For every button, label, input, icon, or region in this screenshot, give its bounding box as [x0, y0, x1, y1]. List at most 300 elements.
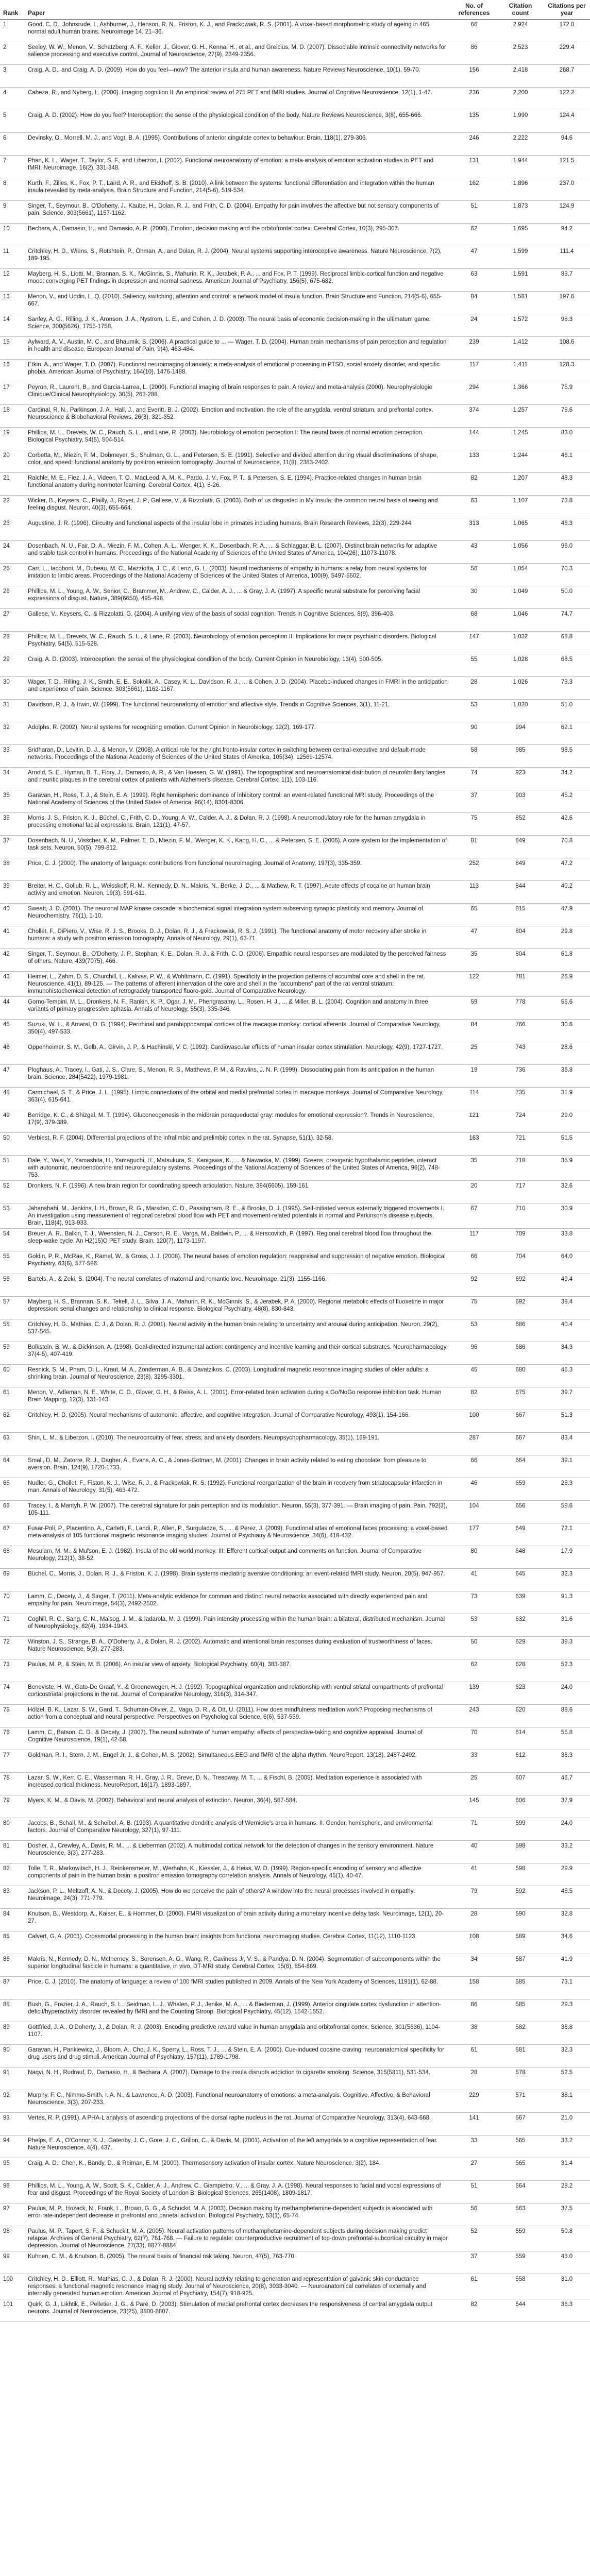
cell-per-year: 268.7: [544, 65, 590, 88]
cell-paper: Phillips, M. L., Young, A. W., Scott, S. K., Calder, A. J., Andrew, C., Giampietro, V., ... & Gray, J. A. (1998). Neural responses to facial and vocal expressions of fear and disgust. Proceedings of the Royal Society of London B: Biological Sciences, 265(1408), 1809-1817.: [25, 2181, 451, 2204]
table-row: [0, 926, 590, 949]
cell-refs: 56: [451, 2204, 497, 2226]
cell-per-year: 38.8: [544, 2022, 590, 2045]
cell-paper: Paulus, M. P., Tapert, S. F., & Schuckit, M. A. (2005). Neural activation patterns of methamphetamine-dependent subjects during decision making predict relapse. Archives of General Psychiatry, 62(7), 761-768. — Failure to regulate: counterproductive recruitment of top-down prefrontal-subcortical circuitry in major depression. Journal of Neuroscience, 27(33), 8877-8884.: [25, 2226, 451, 2251]
cell-per-year: 98.3: [544, 314, 590, 337]
cell-rank: 32: [0, 722, 25, 745]
cell-citations: 1,020: [497, 700, 544, 722]
cell-citations: 735: [497, 1088, 544, 1110]
cell-paper: Vertes, R. P. (1991). A PHA-L analysis of ascending projections of the dorsal raphe nucleus in the rat. Journal of Comparative Neurology, 313(4), 643-668.: [25, 2113, 451, 2136]
cell-rank: 17: [0, 382, 25, 405]
cell-paper: Fusar-Poli, P., Placentino, A., Carletti, F., Landi, P., Allen, P., Surguladze, S., ... & Perez, J. (2009). Functional atlas of emotional faces processing: a voxel-based meta-analysis of 105 functional magnetic resonance imaging studies. Journal of Psychiatry & Neuroscience, 34(6), 418-432.: [25, 1523, 451, 1546]
cell-refs: 252: [451, 858, 497, 881]
cell-per-year: 34.6: [544, 1931, 590, 1954]
cell-refs: 67: [451, 1204, 497, 1229]
cell-citations: 1,207: [497, 473, 544, 496]
table-row: [0, 1682, 590, 1705]
cell-paper: Phillips, M. L., Drevets, W. C., Rauch, S. L., & Lane, R. (2003). Neurobiology of emotion perception II: Implications for major psychiatric disorders. Biological Psychiatry, 54(5), 515-528.: [25, 632, 451, 654]
cell-per-year: 46.7: [544, 1773, 590, 1795]
table-row: [0, 1523, 590, 1546]
table-row: [0, 1387, 590, 1410]
cell-rank: 98: [0, 2226, 25, 2251]
table-row: [0, 1705, 590, 1727]
cell-per-year: 73.8: [544, 496, 590, 518]
header-paper: Paper: [25, 0, 451, 20]
cell-rank: 2: [0, 42, 25, 65]
cell-paper: Shin, L. M., & Liberzon, I. (2010). The neurocircuitry of fear, stress, and anxiety disorders. Neuropsychopharmacology, 35(1), 169-191.: [25, 1433, 451, 1455]
cell-paper: Jacobs, B., Schall, M., & Scheibel, A. B. (1993). A quantitative dendritic analysis of Wernicke's area in humans. II. Gender, hemispheric, and environmental factors. Journal of Comparative Neurology, 327(1), 97-111.: [25, 1818, 451, 1841]
table-row: [0, 2251, 590, 2274]
cell-paper: Singer, T., Seymour, B., O'Doherty, J., Kaube, H., Dolan, R. J., and Frith, C. D. (2004). Empathy for pain involves the affective but not sensory components of pain. Science, 303(5661), 1157-1162.: [25, 201, 451, 224]
table-row: [0, 1110, 590, 1133]
cell-refs: 133: [451, 450, 497, 473]
cell-paper: Lamm, C., Batson, C. D., & Decety, J. (2007). The neural substrate of human empathy: effects of perspective-taking and cognitive appraisal. Journal of Cognitive Neuroscience, 19(1), 42-58.: [25, 1727, 451, 1750]
cell-citations: 1,049: [497, 586, 544, 609]
cell-rank: 41: [0, 926, 25, 949]
cell-paper: Singer, T., Seymour, B., O'Doherty, J. P., Stephan, K. E., Dolan, R. J., & Frith, C. D. (2006). Empathic neural responses are modulated by the perceived fairness of others. Nature, 439(7075), 466.: [25, 949, 451, 972]
cell-paper: Goldin, P. R., McRae, K., Ramel, W., & Gross, J. J. (2008). The neural bases of emotion regulation: reappraisal and suppression of negative emotion. Biological Psychiatry, 63(6), 577-586.: [25, 1251, 451, 1274]
cell-paper: Wicker, B., Keysers, C., Plailly, J., Royet, J. P., Gallese, V., & Rizzolatti, G. (2003). Both of us disgusted in My Insula: the common neural basis of seeing and feeling disgust. Neuron, 40(3), 655-664.: [25, 496, 451, 518]
cell-citations: 587: [497, 1954, 544, 1977]
cell-refs: 30: [451, 586, 497, 609]
cell-rank: 84: [0, 1909, 25, 1931]
cell-per-year: 39.7: [544, 1387, 590, 1410]
cell-rank: 86: [0, 1954, 25, 1977]
table-row: [0, 2113, 590, 2136]
cell-citations: 614: [497, 1727, 544, 1750]
cell-citations: 1,046: [497, 609, 544, 632]
cell-per-year: 83.4: [544, 1433, 590, 1455]
table-row: [0, 881, 590, 904]
cell-rank: 8: [0, 178, 25, 201]
cell-paper: Paulus, M. P., Hozack, N., Frank, L., Brown, G. G., & Schuckit, M. A. (2003). Decision making by methamphetamine-dependent subjects is associated with error-rate-independent decrease in prefrontal and parietal activation. Biological Psychiatry, 53(1), 65-74.: [25, 2204, 451, 2226]
cell-refs: 61: [451, 2274, 497, 2299]
cell-citations: 571: [497, 2090, 544, 2113]
cell-paper: Naqvi, N. H., Rudrauf, D., Damasio, H., & Bechara, A. (2007). Damage to the insula disrupts addiction to cigarette smoking. Science, 315(5811), 531-534.: [25, 2067, 451, 2090]
cell-refs: 45: [451, 1365, 497, 1387]
cell-citations: 849: [497, 858, 544, 881]
table-row: [0, 518, 590, 541]
cell-refs: 43: [451, 541, 497, 564]
cell-rank: 60: [0, 1365, 25, 1387]
cell-citations: 2,523: [497, 42, 544, 65]
cell-rank: 22: [0, 496, 25, 518]
cell-refs: 104: [451, 1501, 497, 1523]
cell-per-year: 237.0: [544, 178, 590, 201]
cell-citations: 628: [497, 1659, 544, 1682]
cell-refs: 35: [451, 949, 497, 972]
cell-paper: Knutson, B., Westdorp, A., Kaiser, E., & Hommer, D. (2000). FMRI visualization of brain activity during a monetary incentive delay task. Neuroimage, 12(1), 20-27.: [25, 1909, 451, 1931]
cell-rank: 10: [0, 224, 25, 246]
cell-citations: 563: [497, 2204, 544, 2226]
cell-refs: 34: [451, 1954, 497, 1977]
cell-per-year: 32.8: [544, 1909, 590, 1931]
table-row: [0, 1886, 590, 1909]
cell-citations: 686: [497, 1319, 544, 1342]
table-row: [0, 405, 590, 428]
cell-per-year: 111.4: [544, 246, 590, 269]
cell-citations: 1,873: [497, 201, 544, 224]
cell-paper: Myers, K. M., & Davis, M. (2002). Behavioral and neural analysis of extinction. Neuron, 36(4), 567-584.: [25, 1795, 451, 1818]
cell-paper: Winston, J. S., Strange, B. A., O'Doherty, J., & Dolan, R. J. (2002). Automatic and intentional brain responses during evaluation of trustworthiness of faces. Nature Neuroscience, 5(3), 277-283.: [25, 1637, 451, 1659]
cell-refs: 58: [451, 745, 497, 768]
cell-refs: 108: [451, 1931, 497, 1954]
cell-citations: 559: [497, 2251, 544, 2274]
cell-paper: Phillips, M. L., Young, A. W., Senior, C., Brammer, M., Andrew, C., Calder, A. J., ... & Gray, J. A. (1997). A specific neural substrate for perceiving facial expressions of disgust. Nature, 389(6650), 495-498.: [25, 586, 451, 609]
header-refs: No. of references: [451, 0, 497, 20]
cell-rank: 59: [0, 1342, 25, 1365]
cell-paper: Quirk, G. J., Likhtik, E., Pelletier, J. G., & Paré, D. (2003). Stimulation of medial prefrontal cortex decreases the responsiveness of central amygdala output neurons. Journal of Neuroscience, 23(25), 8800-8807.: [25, 2299, 451, 2322]
cell-rank: 43: [0, 972, 25, 997]
cell-citations: 585: [497, 1999, 544, 2022]
cell-per-year: 31.0: [544, 2274, 590, 2299]
cell-per-year: 38.1: [544, 2090, 590, 2113]
cell-refs: 62: [451, 1659, 497, 1682]
cell-refs: 117: [451, 360, 497, 382]
cell-paper: Büchel, C., Morris, J., Dolan, R. J., & Friston, K. J. (1998). Brain systems mediating aversive conditioning: an event-related fMRI study. Neuron, 20(5), 947-957.: [25, 1569, 451, 1591]
cell-refs: 71: [451, 1818, 497, 1841]
cell-per-year: 42.6: [544, 813, 590, 836]
cell-refs: 158: [451, 1977, 497, 1999]
cell-citations: 659: [497, 1478, 544, 1501]
cell-per-year: 28.2: [544, 2181, 590, 2204]
table-row: [0, 1773, 590, 1795]
cell-rank: 29: [0, 654, 25, 677]
cell-paper: Coghill, R. C., Sang, C. N., Maisog, J. M., & Iadarola, M. J. (1999). Pain intensity processing within the human brain: a bilateral, distributed mechanism. Journal of Neurophysiology, 82(4), 1934-1943.: [25, 1614, 451, 1637]
cell-per-year: 68.8: [544, 632, 590, 654]
cell-refs: 74: [451, 768, 497, 790]
cell-paper: Carr, L., Iacoboni, M., Dubeau, M. C., Mazziotta, J. C., & Lenzi, G. L. (2003). Neural mechanisms of empathy in humans: a relay from neural systems for imitation to limbic areas. Proceedings of the National Academy of Sciences of the United States of America, 100(9), 5497-5502.: [25, 564, 451, 586]
cell-per-year: 96.0: [544, 541, 590, 564]
cell-refs: 33: [451, 2136, 497, 2158]
cell-rank: 66: [0, 1501, 25, 1523]
table-row: [0, 904, 590, 926]
table-row: [0, 2204, 590, 2226]
table-row: [0, 997, 590, 1020]
cell-paper: Davidson, R. J., & Irwin, W. (1999). The functional neuroanatomy of emotion and affective style. Trends in Cognitive Sciences, 3(1), 11-21.: [25, 700, 451, 722]
cell-paper: Menon, V., Adleman, N. E., White, C. D., Glover, G. H., & Reiss, A. L. (2001). Error-related brain activation during a Go/NoGo response inhibition task. Human Brain Mapping, 12(3), 131-143.: [25, 1387, 451, 1410]
cell-per-year: 94.2: [544, 224, 590, 246]
table-row: [0, 1637, 590, 1659]
cell-refs: 53: [451, 700, 497, 722]
cell-paper: Bush, G., Frazier, J. A., Rauch, S. L., Seidman, L. J., Whalen, P. J., Jenike, M. A., ... & Biederman, J. (1999). Anterior cingulate cortex dysfunction in attention-deficit/hyperactivity disorder revealed by fMRI and the Counting Stroop. Biological Psychiatry, 45(12), 1542-1552.: [25, 1999, 451, 2022]
cell-rank: 57: [0, 1297, 25, 1319]
cell-citations: 994: [497, 722, 544, 745]
cell-per-year: 24.0: [544, 1682, 590, 1705]
table-row: [0, 337, 590, 360]
table-row: [0, 949, 590, 972]
cell-citations: 1,591: [497, 269, 544, 292]
cell-rank: 23: [0, 518, 25, 541]
cell-refs: 92: [451, 1274, 497, 1297]
cell-paper: Augustine, J. R. (1996). Circuitry and functional aspects of the insular lobe in primates including humans. Brain Research Reviews, 22(3), 229-244.: [25, 518, 451, 541]
cell-citations: 675: [497, 1387, 544, 1410]
table-row: [0, 1750, 590, 1773]
cell-rank: 88: [0, 1999, 25, 2022]
cell-refs: 287: [451, 1433, 497, 1455]
cell-per-year: 30.9: [544, 1204, 590, 1229]
cell-paper: Garavan, H., Ross, T. J., & Stein, E. A. (1999). Right hemispheric dominance of inhibitory control: an event-related functional MRI study. Proceedings of the National Academy of Sciences of the United States of America, 96(14), 8301-8306.: [25, 790, 451, 813]
cell-refs: 66: [451, 1455, 497, 1478]
cell-paper: Wager, T. D., Rilling, J. K., Smith, E. E., Sokolik, A., Casey, K. L., Davidson, R. J., ... & Cohen, J. D. (2004). Placebo-induced changes in FMRI in the anticipation and experience of pain. Science, 303(5661), 1162-1167.: [25, 677, 451, 700]
table-row: [0, 586, 590, 609]
cell-per-year: 51.5: [544, 1133, 590, 1156]
cell-per-year: 21.0: [544, 2113, 590, 2136]
cell-refs: 66: [451, 20, 497, 42]
cell-paper: Cardinal, R. N., Parkinson, J. A., Hall, J., and Everitt, B. J. (2002). Emotion and motivation: the role of the amygdala, ventral striatum, and prefrontal cortex. Neuroscience & Biobehavioral Reviews, 26(3), 321-352.: [25, 405, 451, 428]
cell-refs: 122: [451, 972, 497, 997]
cell-per-year: 59.6: [544, 1501, 590, 1523]
cell-refs: 162: [451, 178, 497, 201]
cell-per-year: 62.1: [544, 722, 590, 745]
table-row: [0, 2299, 590, 2322]
cell-paper: Craig, A. D. (2003). Interoception: the sense of the physiological condition of the body. Current Opinion in Neurobiology, 13(4), 500-505.: [25, 654, 451, 677]
cell-citations: 645: [497, 1569, 544, 1591]
cell-refs: 79: [451, 1886, 497, 1909]
cell-paper: Suzuki, W. L., & Amaral, D. G. (1994). Perirhinal and parahippocampal cortices of the macaque monkey: cortical afferents. Journal of Comparative Neurology, 350(4), 497-533.: [25, 1020, 451, 1042]
cell-citations: 985: [497, 745, 544, 768]
cell-paper: Bolkstein, B. W., & Dickinson, A. (1998). Goal-directed instrumental action: contingency and incentive learning and their cortical substrates. Neuropharmacology, 37(4-5), 407-419.: [25, 1342, 451, 1365]
cell-paper: Ploghaus, A., Tracey, I., Gati, J. S., Clare, S., Menon, R. S., Matthews, P. M., & Rawlins, J. N. P. (1999). Dissociating pain from its anticipation in the human brain. Science, 284(5422), 1979-1981.: [25, 1065, 451, 1088]
cell-citations: 1,695: [497, 224, 544, 246]
cell-per-year: 34.2: [544, 768, 590, 790]
table-row: [0, 2090, 590, 2113]
cell-rank: 67: [0, 1523, 25, 1546]
cell-paper: Lazar, S. W., Kerr, C. E., Wasserman, R. H., Gray, J. R., Greve, D. N., Treadway, M. T., ... & Fischl, B. (2005). Meditation experience is associated with increased cortical thickness. NeuroReport, 16(17), 1893-1897.: [25, 1773, 451, 1795]
cell-rank: 77: [0, 1750, 25, 1773]
cell-rank: 35: [0, 790, 25, 813]
table-row: [0, 1251, 590, 1274]
cell-paper: Garavan, H., Pankiewicz, J., Bloom, A., Cho, J. K., Sperry, L., Ross, T. J., ... & Stein, E. A. (2000). Cue-induced cocaine craving: neuroanatomical specificity for drug users and drug stimuli. American Journal of Psychiatry, 157(11), 1789-1798.: [25, 2045, 451, 2067]
cell-citations: 629: [497, 1637, 544, 1659]
cell-paper: Gottfried, J. A., O'Doherty, J., & Dolan, R. J. (2003). Encoding predictive reward value in human amygdala and orbitofrontal cortex. Science, 301(5636), 1104-1107.: [25, 2022, 451, 2045]
cell-paper: Bechara, A., Damasio, H., and Damasio, A. R. (2000). Emotion, decision making and the orbitofrontal cortex. Cerebral Cortex, 10(3), 295-307.: [25, 224, 451, 246]
cell-rank: 70: [0, 1591, 25, 1614]
table-row: [0, 2158, 590, 2181]
cell-refs: 38: [451, 2022, 497, 2045]
cell-per-year: 33.2: [544, 2136, 590, 2158]
cell-refs: 117: [451, 1229, 497, 1251]
header-row: [0, 0, 590, 20]
cell-per-year: 78.6: [544, 405, 590, 428]
cell-rank: 90: [0, 2045, 25, 2067]
cell-per-year: 52.3: [544, 1659, 590, 1682]
cell-paper: Morris, J. S., Friston, K. J., Büchel, C., Frith, C. D., Young, A. W., Calder, A. J., & Dolan, R. J. (1998). A neuromodulatory role for the human amygdala in processing emotional facial expressions. Brain, 121(1), 47-57.: [25, 813, 451, 836]
cell-per-year: 33.2: [544, 1841, 590, 1863]
cell-paper: Price, C. J. (2010). The anatomy of language: a review of 100 fMRI studies published in 2009. Annals of the New York Academy of Sciences, 1191(1), 62-88.: [25, 1977, 451, 1999]
cell-refs: 62: [451, 224, 497, 246]
cell-paper: Cabeza, R., and Nyberg, L. (2000). Imaging cognition II: An empirical review of 275 PET and fMRI studies. Journal of Cognitive Neuroscience, 12(1), 1-47.: [25, 88, 451, 110]
cell-refs: 28: [451, 677, 497, 700]
table-row: [0, 2181, 590, 2204]
cell-refs: 135: [451, 110, 497, 133]
cell-paper: Tracey, I., & Mantyh, P. W. (2007). The cerebral signature for pain perception and its modulation. Neuron, 55(3), 377-391. — Brain imaging of pain. Pain, 792(3), 105-111.: [25, 1501, 451, 1523]
cell-rank: 87: [0, 1977, 25, 1999]
cell-paper: Gorno-Tempini, M. L., Dronkers, N. F., Rankin, K. P., Ogar, J. M., Phengrasamy, L., Rosen, H. J., ... & Miller, B. L. (2004). Cognition and anatomy in three variants of primary progressive aphasia. Annals of Neurology, 55(3), 335-346.: [25, 997, 451, 1020]
table-header: [0, 0, 590, 20]
cell-rank: 26: [0, 586, 25, 609]
table-row: [0, 1042, 590, 1065]
cell-citations: 667: [497, 1410, 544, 1433]
table-row: [0, 450, 590, 473]
table-row: [0, 858, 590, 881]
cell-per-year: 34.3: [544, 1342, 590, 1365]
cell-refs: 50: [451, 1637, 497, 1659]
cell-refs: 28: [451, 2067, 497, 2090]
cell-rank: 49: [0, 1110, 25, 1133]
table-row: [0, 1410, 590, 1433]
cell-paper: Resnick, S. M., Pham, D. L., Kraut, M. A., Zonderman, A. B., & Davatzikos, C. (2003). Longitudinal magnetic resonance imaging studies of older adults: a shrinking brain. Journal of Neuroscience, 23(8), 3295-3301.: [25, 1365, 451, 1387]
cell-rank: 7: [0, 156, 25, 178]
cell-paper: Phan, K. L., Wager, T., Taylor, S. F., and Liberzon, I. (2002). Functional neuroanatomy of emotion: a meta-analysis of emotion activation studies in PET and fMRI. Neuroimage, 16(2), 331-348.: [25, 156, 451, 178]
cell-paper: Makris, N., Kennedy, D. N., McInerney, S., Sorensen, A. G., Wang, R., Caviness Jr, V. S., & Pandya, D. N. (2004). Segmentation of subcomponents within the superior longitudinal fascicle in humans: a quantitative, in vivo, DT-MRI study. Cerebral Cortex, 15(6), 854-869.: [25, 1954, 451, 1977]
cell-per-year: 32.3: [544, 1569, 590, 1591]
cell-citations: 704: [497, 1251, 544, 1274]
cell-paper: Hölzel, B. K., Lazar, S. W., Gard, T., Schuman-Olivier, Z., Vago, D. R., & Ott, U. (2011). How does mindfulness meditation work? Proposing mechanisms of action from a conceptual and neural perspective. Perspectives on Psychological Science, 6(6), 537-559.: [25, 1705, 451, 1727]
cell-per-year: 91.3: [544, 1591, 590, 1614]
table-row: [0, 2022, 590, 2045]
cell-rank: 82: [0, 1863, 25, 1886]
cell-citations: 736: [497, 1065, 544, 1088]
cell-rank: 40: [0, 904, 25, 926]
cell-rank: 69: [0, 1569, 25, 1591]
cell-rank: 81: [0, 1841, 25, 1863]
cell-citations: 565: [497, 2158, 544, 2181]
cell-citations: 1,412: [497, 337, 544, 360]
cell-per-year: 51.0: [544, 700, 590, 722]
table-row: [0, 677, 590, 700]
cell-citations: 718: [497, 1156, 544, 1181]
cell-paper: Jahanshahi, M., Jenkins, I. H., Brown, R. G., Marsden, C. D., Passingham, R. E., & Brooks, D. J. (1995). Self-initiated versus externally triggered movements I. An investigation using measurement of regional cerebral blood flow with PET and movement-related potentials in normal and Parkinson's disease subjects. Brain, 118(4), 913-933.: [25, 1204, 451, 1229]
cell-citations: 1,366: [497, 382, 544, 405]
cell-citations: 656: [497, 1501, 544, 1523]
cell-per-year: 88.6: [544, 1705, 590, 1727]
cell-refs: 100: [451, 1410, 497, 1433]
cell-per-year: 36.3: [544, 2299, 590, 2322]
cell-citations: 648: [497, 1546, 544, 1569]
cell-rank: 12: [0, 269, 25, 292]
cell-refs: 65: [451, 904, 497, 926]
cell-citations: 1,411: [497, 360, 544, 382]
table-row: [0, 110, 590, 133]
table-row: [0, 790, 590, 813]
cell-rank: 16: [0, 360, 25, 382]
cell-paper: Nudler, G., Chollet, F., Fiston, K. J., Wise, R. J., & Frackowiak, R. S. (1992). Functional reorganization of the brain in recovery from striatocapsular infarction in man. Annals of Neurology, 31(5), 463-472.: [25, 1478, 451, 1501]
table-row: [0, 1863, 590, 1886]
cell-refs: 24: [451, 314, 497, 337]
cell-refs: 47: [451, 926, 497, 949]
table-row: [0, 473, 590, 496]
cell-per-year: 38.4: [544, 1297, 590, 1319]
cell-paper: Dosenbach, N. U., Fair, D. A., Miezin, F. M., Cohen, A. L., Wenger, K. K., Dosenbach, R. A., ... & Schlaggar, B. L. (2007). Distinct brain networks for adaptive and stable task control in humans. Proceedings of the National Academy of Sciences of the United States of America, 104(26), 11073-11078.: [25, 541, 451, 564]
cell-refs: 19: [451, 1065, 497, 1088]
cell-citations: 578: [497, 2067, 544, 2090]
cell-citations: 717: [497, 1181, 544, 1204]
cell-per-year: 29.3: [544, 1999, 590, 2022]
cell-refs: 66: [451, 1251, 497, 1274]
cell-citations: 581: [497, 2045, 544, 2067]
cell-paper: Arnold, S. E., Hyman, B. T., Flory, J., Damasio, A. R., & Van Hoesen, G. W. (1991). The topographical and neuroanatomical distribution of neurofibrillary tangles and neuritic plaques in the cerebral cortex of patients with Alzheimer's disease. Cerebral Cortex, 1(1), 103-116.: [25, 768, 451, 790]
cell-citations: 632: [497, 1614, 544, 1637]
table-row: [0, 1841, 590, 1863]
cell-per-year: 38.3: [544, 1750, 590, 1773]
cell-refs: 114: [451, 1088, 497, 1110]
cell-paper: Calvert, G. A. (2001). Crossmodal processing in the human brain: insights from functional neuroimaging studies. Cerebral Cortex, 11(12), 1110-1123.: [25, 1931, 451, 1954]
table-row: [0, 314, 590, 337]
cell-refs: 82: [451, 1387, 497, 1410]
cell-citations: 567: [497, 2113, 544, 2136]
table-row: [0, 1204, 590, 1229]
cell-refs: 144: [451, 428, 497, 450]
cell-rank: 47: [0, 1065, 25, 1088]
cell-per-year: 124.4: [544, 110, 590, 133]
cell-citations: 1,244: [497, 450, 544, 473]
cell-paper: Lamm, C., Decety, J., & Singer, T. (2011). Meta-analytic evidence for common and distinct neural networks associated with directly experienced pain and empathy for pain. Neuroimage, 54(3), 2492-2502.: [25, 1591, 451, 1614]
cell-refs: 73: [451, 1591, 497, 1614]
table-row: [0, 972, 590, 997]
table-row: [0, 654, 590, 677]
table-row: [0, 541, 590, 564]
cell-refs: 53: [451, 1319, 497, 1342]
table-row: [0, 2067, 590, 2090]
cell-per-year: 73.1: [544, 1977, 590, 1999]
cell-per-year: 29.9: [544, 1863, 590, 1886]
cell-citations: 1,107: [497, 496, 544, 518]
cell-per-year: 61.8: [544, 949, 590, 972]
cell-refs: 25: [451, 1773, 497, 1795]
cell-rank: 73: [0, 1659, 25, 1682]
cell-citations: 589: [497, 1931, 544, 1954]
cell-paper: Bartels, A., & Zeki, S. (2004). The neural correlates of maternal and romantic love. Neuroimage, 21(3), 1155-1166.: [25, 1274, 451, 1297]
cell-citations: 852: [497, 813, 544, 836]
table-row: [0, 269, 590, 292]
cell-refs: 84: [451, 1020, 497, 1042]
cell-per-year: 75.9: [544, 382, 590, 405]
table-row: [0, 1909, 590, 1931]
cell-paper: Raichle, M. E., Fiez, J. A., Videen, T. O., MacLeod, A. M. K., Pardo, J. V., Fox, P. T., & Petersen, S. E. (1994). Practice-related changes in human brain functional anatomy during nonmotor learning. Cerebral Cortex, 4(1), 8-26.: [25, 473, 451, 496]
cell-refs: 27: [451, 2158, 497, 2181]
cell-per-year: 124.9: [544, 201, 590, 224]
cell-rank: 79: [0, 1795, 25, 1818]
cell-paper: Oppenheimer, S. M., Gelb, A., Girvin, J. P., & Hachinski, V. C. (1992). Cardiovascular effects of human insular cortex stimulation. Neurology, 42(9), 1727-1727.: [25, 1042, 451, 1065]
cell-rank: 5: [0, 110, 25, 133]
cell-citations: 778: [497, 997, 544, 1020]
table-row: [0, 632, 590, 654]
cell-rank: 3: [0, 65, 25, 88]
cell-per-year: 32.3: [544, 2045, 590, 2067]
cell-rank: 21: [0, 473, 25, 496]
cell-per-year: 98.5: [544, 745, 590, 768]
cell-citations: 1,056: [497, 541, 544, 564]
cell-citations: 1,581: [497, 292, 544, 314]
cell-per-year: 83.0: [544, 428, 590, 450]
cell-refs: 41: [451, 1569, 497, 1591]
cell-rank: 48: [0, 1088, 25, 1110]
table-row: [0, 1065, 590, 1088]
cell-rank: 11: [0, 246, 25, 269]
table-row: [0, 1501, 590, 1523]
cell-rank: 72: [0, 1637, 25, 1659]
cell-refs: 131: [451, 156, 497, 178]
cell-per-year: 31.6: [544, 1614, 590, 1637]
table-row: [0, 1659, 590, 1682]
cell-rank: 54: [0, 1229, 25, 1251]
cell-paper: Devinsky, O., Morrell, M. J., and Vogt, B. A. (1995). Contributions of anterior cingulate cortex to behaviour. Brain, 118(1), 279-306.: [25, 133, 451, 156]
cell-citations: 2,200: [497, 88, 544, 110]
cell-rank: 30: [0, 677, 25, 700]
table-row: [0, 1133, 590, 1156]
cell-paper: Tolle, T. R., Markowitsch, H. J., Reinkensmeier, M., Werhahn, K., Kiessler, J., & Heiss, W. D. (1999). Region-specific encoding of sensory and affective components of pain in the human brain: a positron emission tomography correlation analysis. Annals of Neurology, 45(1), 40-47.: [25, 1863, 451, 1886]
